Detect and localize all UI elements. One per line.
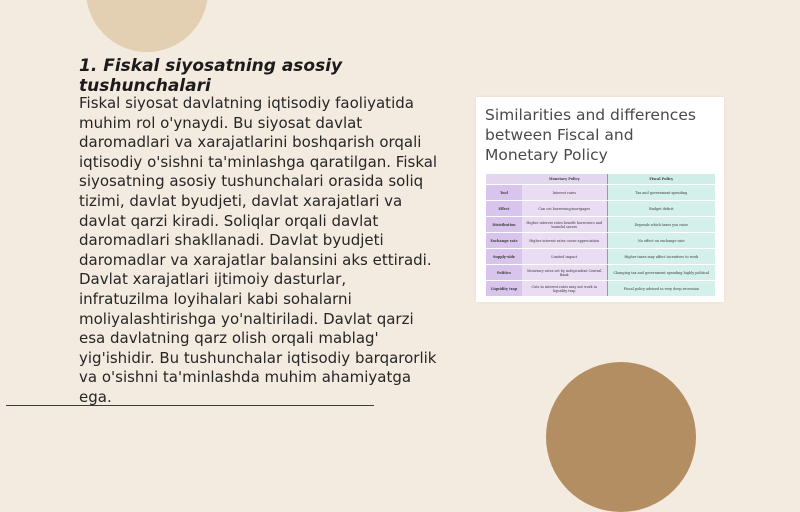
table-header-blank [486,174,522,185]
monetary-cell: Monetary rates set by independent Central Bank [522,265,607,281]
table-row [486,201,715,217]
slide-body-text: Fiskal siyosat davlatning iqtisodiy faoliyatida muhim rol o'ynaydi. Bu siyosat davlat daromadlari va xarajatlarini boshqarish orqali iqtisodiy o'sishni ta'minlashga qaratilgan. Fiskal siyosatning asosiy tushunchalari orasida soliq tizimi, davlat byudjeti, davlat xarajatlari va davlat qarzi kiradi. Soliqlar orqali davlat daromadlari shakllanadi. Davlat byudjeti daromadlar va xarajatlar balansini aks ettiradi. Davlat xarajatlari ijtimoiy dasturlar, infratuzilma loyihalari kabi sohalarni moliyalashtirishga yo'naltiriladi. Davlat qarzi esa davlatning qarz olish orqali mablag' yig'ishidir. Bu tushunchalar iqtisodiy barqarorlik va o'sishni ta'minlashda muhim ahamiyatga ega. [79,94,438,406]
table-header-row [486,174,715,185]
comparison-table [486,174,715,297]
row-label: Tool [486,185,522,201]
table-row [486,233,715,249]
infographic-title-line: Monetary Policy [485,146,608,164]
fiscal-cell: Fiscal policy advised in very deep recession [607,281,715,297]
monetary-cell: Interest rates [522,185,607,201]
fiscal-cell: Depends which taxes you raise [607,217,715,233]
row-label: Politics [486,265,522,281]
fiscal-cell: No effect on exchange rate [607,233,715,249]
row-label: Liquidity trap [486,281,522,297]
row-label: Exchange rate [486,233,522,249]
slide-title: 1. Fiskal siyosatning asosiy tushunchalari [79,56,343,96]
monetary-cell: Higher interest rates cause appreciation [522,233,607,249]
infographic-title-line: between Fiscal and [485,126,634,144]
table-row [486,217,715,233]
table-row [486,265,715,281]
monetary-cell: Can cut borrowing/mortgages [522,201,607,217]
infographic-title [485,105,721,165]
fiscal-monetary-infographic [476,97,724,302]
monetary-cell: Higher interest rates benefit borrowers and harmful savers [522,217,607,233]
decorative-circle-bottom [546,362,696,512]
divider-line [6,405,374,406]
table-row [486,249,715,265]
fiscal-cell: Changing tax and government spending highly political [607,265,715,281]
table-row [486,185,715,201]
fiscal-cell: Budget deficit [607,201,715,217]
fiscal-cell: Tax and government spending [607,185,715,201]
row-label: Distribution [486,217,522,233]
table-header-fiscal: Fiscal Policy [607,174,715,185]
fiscal-cell: Higher taxes may affect incentives to work [607,249,715,265]
table-row [486,281,715,297]
table-header-monetary: Monetary Policy [522,174,607,185]
decorative-circle-top [86,0,208,52]
monetary-cell: Cuts in interest rates may not work in liquidity trap [522,281,607,297]
row-label: Supply-side [486,249,522,265]
monetary-cell: Limited impact [522,249,607,265]
row-label: Effect [486,201,522,217]
infographic-title-line: Similarities and differences [485,106,696,124]
